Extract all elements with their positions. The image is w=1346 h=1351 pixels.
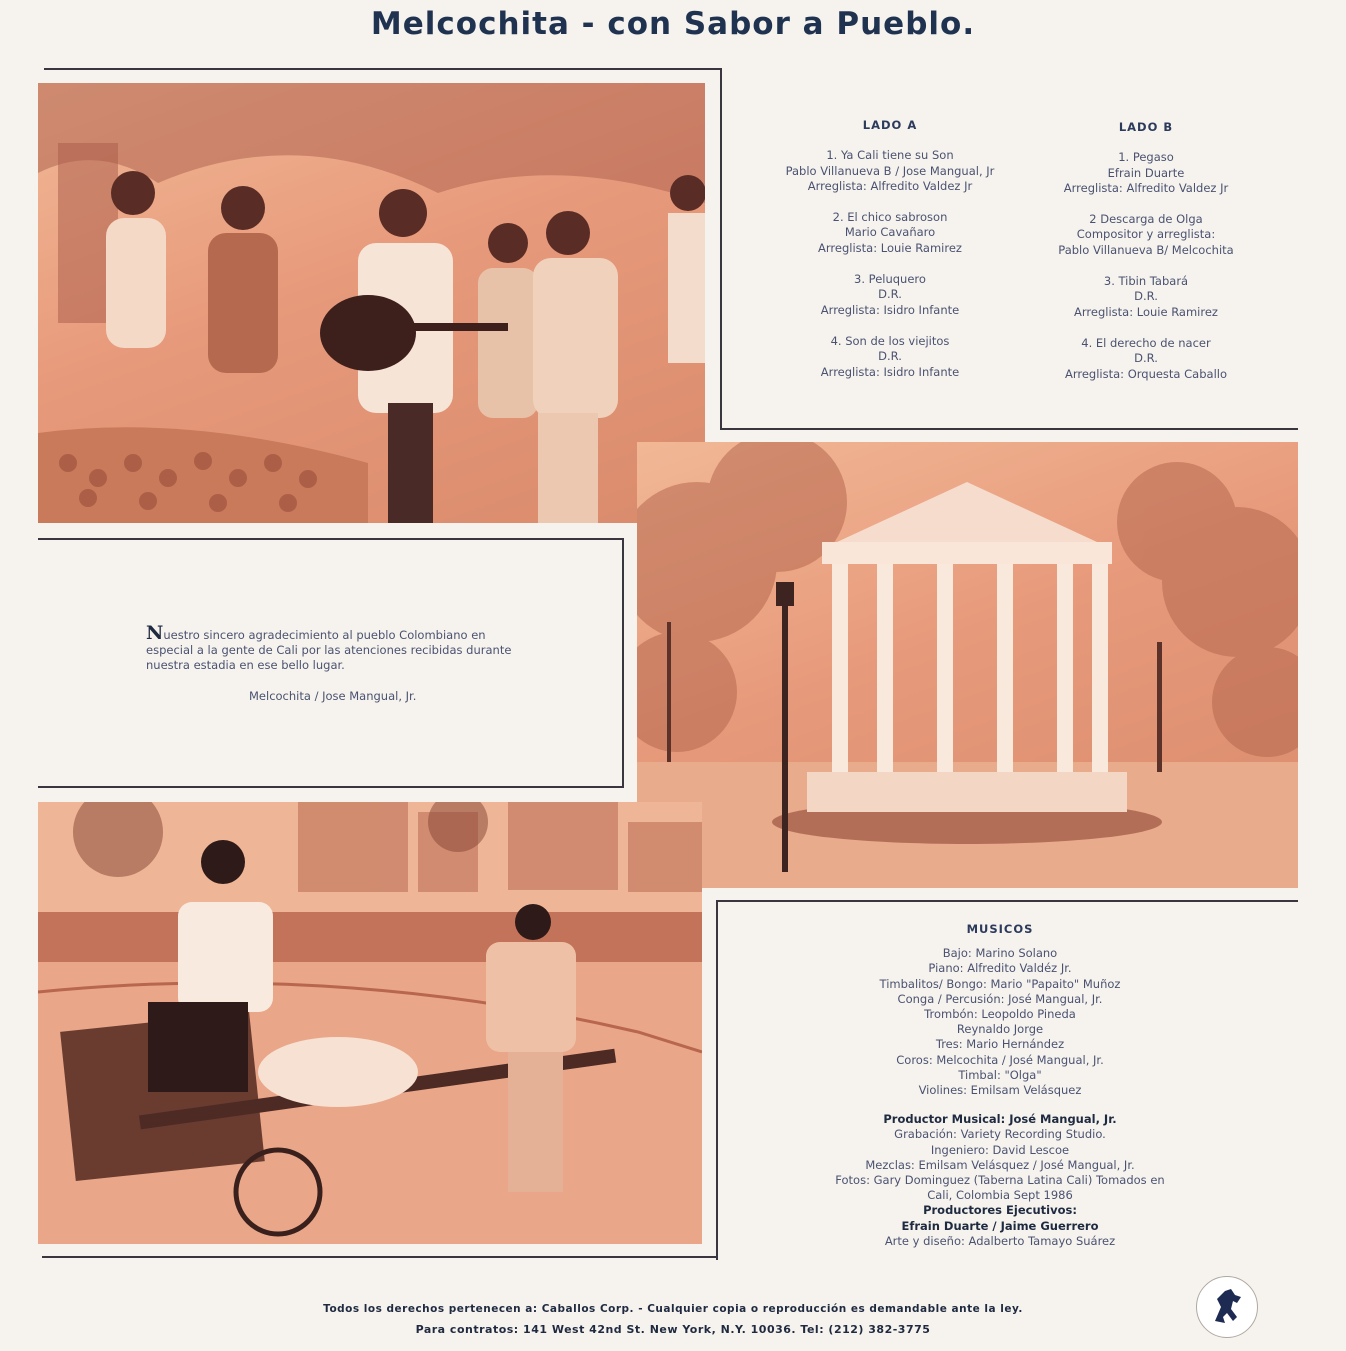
track-title: 4. El derecho de nacer <box>1081 335 1211 350</box>
track-title: 2. El chico sabroson <box>832 210 948 225</box>
track-item <box>770 272 1010 318</box>
musicos-frame-top <box>718 900 1298 902</box>
track-arranger: Arreglista: Isidro Infante <box>820 302 960 317</box>
track-title: 3. Peluquero <box>854 272 926 287</box>
track-title: 2 Descarga de Olga <box>1089 212 1203 227</box>
track-title: 4. Son de los viejitos <box>830 333 950 348</box>
side-a-header: LADO A <box>862 118 918 132</box>
drop-cap: N <box>146 622 164 644</box>
track-arranger: Arreglista: Louie Ramirez <box>1074 304 1218 319</box>
side-a-tracklist <box>770 118 1010 396</box>
track-credit: Mario Cavañaro <box>844 225 936 240</box>
productor-musical: Productor Musical: José Mangual, Jr. <box>883 1112 1117 1127</box>
thanks-note <box>146 622 566 704</box>
musician-line: Coros: Melcochita / José Mangual, Jr. <box>896 1052 1104 1067</box>
arte-credit: Arte y diseño: Adalberto Tamayo Suárez <box>884 1233 1116 1248</box>
fotos-credit-1: Fotos: Gary Dominguez (Taberna Latina Cali) Tomados en <box>835 1173 1165 1188</box>
photo-musicians <box>38 83 705 523</box>
track-arranger: Arreglista: Louie Ramirez <box>818 240 962 255</box>
ejecutivos-label: Productores Ejecutivos: <box>923 1203 1077 1218</box>
track-title: 1. Ya Cali tiene su Son <box>826 148 954 163</box>
contact-address: Para contratos: 141 West 42nd St. New York, N.Y. 10036. Tel: (212) 382-3775 <box>415 1323 931 1336</box>
copyright-notice: Todos los derechos pertenecen a: Caballos Corp. - Cualquier copia o reproducción es demandable ante la ley. <box>323 1303 1023 1315</box>
ingeniero-credit: Ingeniero: David Lescoe <box>930 1142 1070 1157</box>
track-credit: Efrain Duarte <box>1107 165 1185 180</box>
track-item <box>770 334 1010 380</box>
credits-block <box>820 922 1180 1249</box>
grabacion-credit: Grabación: Variety Recording Studio. <box>894 1127 1106 1142</box>
photo-cart <box>38 802 702 1244</box>
musician-line: Trombón: Leopoldo Pineda <box>924 1007 1076 1022</box>
track-arranger: Arreglista: Orquesta Caballo <box>1064 366 1227 381</box>
musician-line: Violines: Emilsam Velásquez <box>918 1083 1082 1098</box>
musicos-frame-bottom <box>42 1256 718 1258</box>
thanks-frame-right <box>622 538 624 788</box>
track-item <box>1040 274 1252 320</box>
thanks-line-2: especial a la gente de Cali por las atenciones recibidas durante <box>146 643 512 657</box>
album-title: Melcochita - con Sabor a Pueblo. <box>370 6 976 42</box>
track-item <box>1040 150 1252 196</box>
track-item <box>770 148 1010 194</box>
mezclas-credit: Mezclas: Emilsam Velásquez / José Mangual, Jr. <box>865 1157 1135 1172</box>
musicos-frame-left <box>716 900 718 1260</box>
caballo-logo-icon <box>1196 1276 1258 1338</box>
track-credit: D.R. <box>878 349 902 364</box>
musician-line: Timbalitos/ Bongo: Mario "Papaito" Muñoz <box>879 976 1121 991</box>
thanks-line-3: nuestra estadia en ese bello lugar. <box>146 658 345 672</box>
musician-line: Timbal: "Olga" <box>958 1067 1042 1082</box>
track-credit: D.R. <box>1134 289 1158 304</box>
track-title: 3. Tibin Tabará <box>1103 274 1189 289</box>
ejecutivos-names: Efrain Duarte / Jaime Guerrero <box>901 1218 1099 1233</box>
musician-line: Conga / Percusión: José Mangual, Jr. <box>897 991 1103 1006</box>
thanks-text-1: uestro sincero agradecimiento al pueblo Colombiano en <box>163 628 486 642</box>
musician-line: Tres: Mario Hernández <box>935 1037 1065 1052</box>
track-item <box>770 210 1010 256</box>
track-item <box>1040 212 1252 258</box>
musician-line: Reynaldo Jorge <box>956 1022 1044 1037</box>
track-arranger: Arreglista: Alfredito Valdez Jr <box>807 178 973 193</box>
thanks-signature: Melcochita / Jose Mangual, Jr. <box>249 689 417 703</box>
track-credit: Pablo Villanueva B / Jose Mangual, Jr <box>785 163 995 178</box>
track-credit: D.R. <box>1134 351 1158 366</box>
thanks-frame-bottom <box>38 786 624 788</box>
side-b-header: LADO B <box>1118 120 1174 134</box>
tracklist-frame-bottom-line <box>720 428 1298 430</box>
track-credit: Compositor y arreglista: <box>1076 227 1216 242</box>
photo-gazebo <box>637 442 1298 888</box>
tracklist-frame-right-line <box>720 68 722 430</box>
track-arranger: Arreglista: Isidro Infante <box>820 364 960 379</box>
side-b-tracklist <box>1040 120 1252 398</box>
track-title: 1. Pegaso <box>1118 150 1174 165</box>
fotos-credit-2: Cali, Colombia Sept 1986 <box>927 1188 1073 1203</box>
thanks-line-1 <box>146 622 566 644</box>
thanks-frame-top <box>38 538 624 540</box>
track-arranger: Pablo Villanueva B/ Melcochita <box>1058 242 1234 257</box>
musician-line: Bajo: Marino Solano <box>942 946 1058 961</box>
musician-line: Piano: Alfredito Valdéz Jr. <box>928 961 1072 976</box>
musicos-header: MUSICOS <box>966 922 1034 936</box>
track-credit: D.R. <box>878 287 902 302</box>
tracklist-frame-top-line <box>44 68 722 70</box>
track-arranger: Arreglista: Alfredito Valdez Jr <box>1063 180 1229 195</box>
track-item <box>1040 336 1252 382</box>
